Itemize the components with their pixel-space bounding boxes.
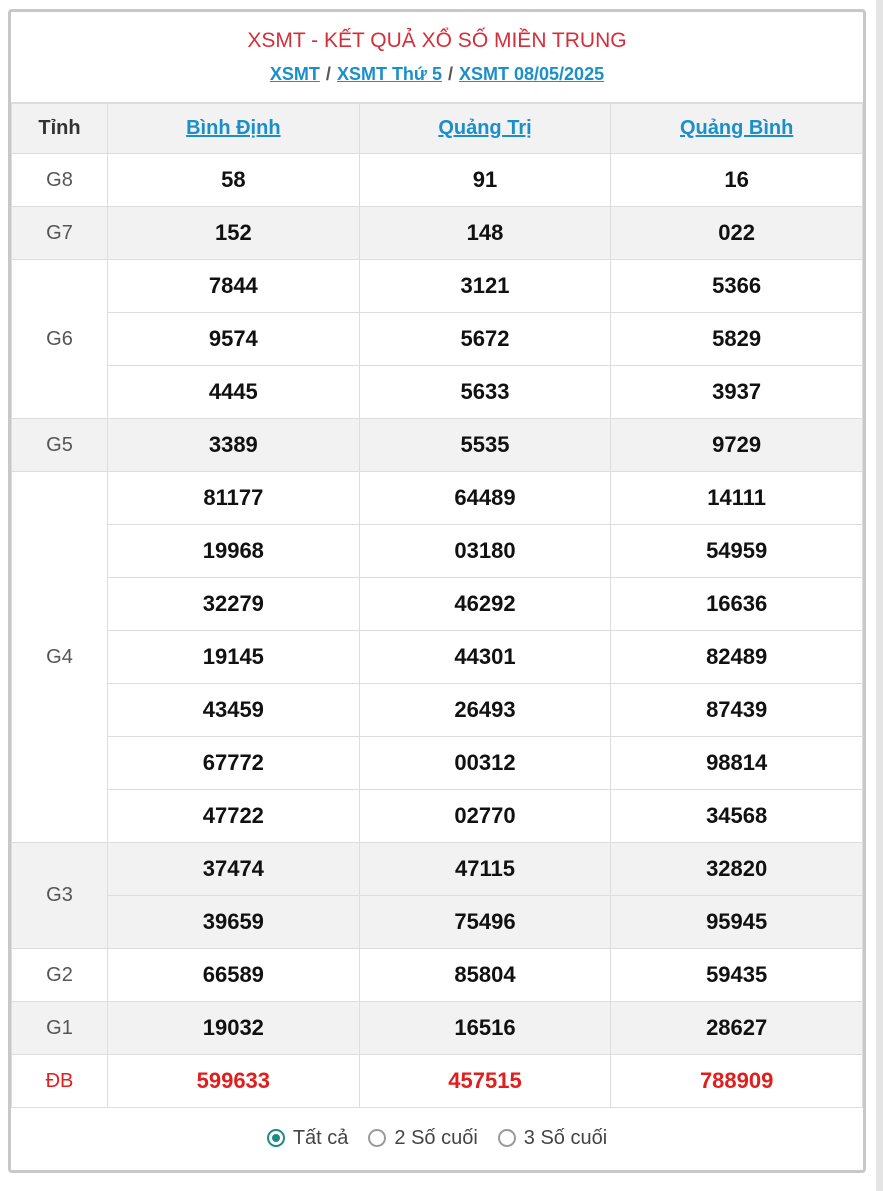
- filter-option-label: 2 Số cuối: [394, 1126, 478, 1149]
- prize-number: 46292: [359, 578, 611, 631]
- prize-number: 54959: [611, 525, 863, 578]
- prize-number: 64489: [359, 472, 611, 525]
- table-row: [12, 1055, 863, 1108]
- prize-number: 91: [359, 154, 611, 207]
- prize-number: 32820: [611, 843, 863, 896]
- prize-number: 00312: [359, 737, 611, 790]
- breadcrumb-xsmt-thu5[interactable]: XSMT Thứ 5: [336, 64, 442, 84]
- prize-number: 02770: [359, 790, 611, 843]
- table-row: [12, 207, 863, 260]
- prize-number: 43459: [108, 684, 360, 737]
- page-title: XSMT - KẾT QUẢ XỔ SỐ MIỀN TRUNG: [247, 29, 627, 52]
- prize-number: 66589: [108, 949, 360, 1002]
- special-prize-number: 457515: [359, 1055, 611, 1108]
- province-link[interactable]: Quảng Trị: [359, 104, 611, 154]
- prize-number: 16516: [359, 1002, 611, 1055]
- results-header: [11, 12, 863, 103]
- prize-number: 59435: [611, 949, 863, 1002]
- prize-number: 95945: [611, 896, 863, 949]
- prize-number: 58: [108, 154, 360, 207]
- prize-label: G7: [12, 207, 108, 260]
- column-header-province: Tỉnh: [12, 104, 108, 154]
- prize-number: 4445: [108, 366, 360, 419]
- prize-number: 47722: [108, 790, 360, 843]
- prize-number: 9729: [611, 419, 863, 472]
- prize-number: 19145: [108, 631, 360, 684]
- prize-number: 3937: [611, 366, 863, 419]
- prize-number: 148: [359, 207, 611, 260]
- prize-number: 9574: [108, 313, 360, 366]
- filter-option-label: Tất cả: [292, 1126, 349, 1149]
- prize-number: 19968: [108, 525, 360, 578]
- table-row: [12, 790, 863, 843]
- prize-number: 5366: [611, 260, 863, 313]
- table-row: [12, 419, 863, 472]
- breadcrumb-xsmt[interactable]: XSMT: [269, 64, 320, 84]
- prize-number: 32279: [108, 578, 360, 631]
- prize-number: 5829: [611, 313, 863, 366]
- table-row: [12, 684, 863, 737]
- prize-label: G8: [12, 154, 108, 207]
- prize-number: 87439: [611, 684, 863, 737]
- prize-number: 34568: [611, 790, 863, 843]
- table-row: [12, 260, 863, 313]
- prize-number: 82489: [611, 631, 863, 684]
- table-row: [12, 631, 863, 684]
- prize-label: G4: [12, 472, 108, 843]
- prize-number: 81177: [108, 472, 360, 525]
- table-row: [12, 472, 863, 525]
- results-table: [11, 103, 863, 1108]
- prize-number: 16636: [611, 578, 863, 631]
- prize-number: 39659: [108, 896, 360, 949]
- prize-number: 3121: [359, 260, 611, 313]
- prize-number: 5535: [359, 419, 611, 472]
- breadcrumb-separator: /: [325, 64, 331, 84]
- radio-icon[interactable]: [368, 1129, 386, 1147]
- prize-number: 67772: [108, 737, 360, 790]
- prize-number: 16: [611, 154, 863, 207]
- province-link[interactable]: Quảng Bình: [611, 104, 863, 154]
- results-panel: [8, 9, 866, 1173]
- breadcrumb: [11, 62, 863, 86]
- prize-number: 75496: [359, 896, 611, 949]
- prize-label: G3: [12, 843, 108, 949]
- prize-number: 98814: [611, 737, 863, 790]
- prize-number: 37474: [108, 843, 360, 896]
- table-row: [12, 843, 863, 896]
- prize-number: 19032: [108, 1002, 360, 1055]
- table-row: [12, 896, 863, 949]
- special-prize-number: 599633: [108, 1055, 360, 1108]
- prize-label: G5: [12, 419, 108, 472]
- digit-filter: [11, 1108, 863, 1168]
- table-row: [12, 525, 863, 578]
- prize-number: 28627: [611, 1002, 863, 1055]
- breadcrumb-xsmt-date[interactable]: XSMT 08/05/2025: [459, 64, 605, 84]
- prize-number: 47115: [359, 843, 611, 896]
- prize-number: 5672: [359, 313, 611, 366]
- special-prize-number: 788909: [611, 1055, 863, 1108]
- table-row: [12, 313, 863, 366]
- prize-label: G2: [12, 949, 108, 1002]
- prize-label: G1: [12, 1002, 108, 1055]
- scrollbar[interactable]: [876, 0, 883, 1191]
- table-row: [12, 154, 863, 207]
- prize-label: G6: [12, 260, 108, 419]
- table-row: [12, 1002, 863, 1055]
- table-header-row: [12, 104, 863, 154]
- prize-number: 152: [108, 207, 360, 260]
- prize-number: 85804: [359, 949, 611, 1002]
- prize-number: 03180: [359, 525, 611, 578]
- prize-number: 14111: [611, 472, 863, 525]
- table-row: [12, 737, 863, 790]
- filter-option-all[interactable]: [267, 1127, 349, 1150]
- prize-number: 7844: [108, 260, 360, 313]
- prize-number: 26493: [359, 684, 611, 737]
- prize-number: 44301: [359, 631, 611, 684]
- radio-selected-icon[interactable]: [267, 1129, 285, 1147]
- radio-icon[interactable]: [498, 1129, 516, 1147]
- table-row: [12, 949, 863, 1002]
- breadcrumb-separator: /: [447, 64, 453, 84]
- prize-number: 5633: [359, 366, 611, 419]
- province-link[interactable]: Bình Định: [108, 104, 360, 154]
- table-row: [12, 578, 863, 631]
- prize-number: 022: [611, 207, 863, 260]
- prize-number: 3389: [108, 419, 360, 472]
- table-row: [12, 366, 863, 419]
- filter-option-last2[interactable]: [368, 1127, 477, 1150]
- filter-option-last3[interactable]: [498, 1127, 607, 1150]
- prize-label: ĐB: [12, 1055, 108, 1108]
- filter-option-label: 3 Số cuối: [523, 1126, 608, 1149]
